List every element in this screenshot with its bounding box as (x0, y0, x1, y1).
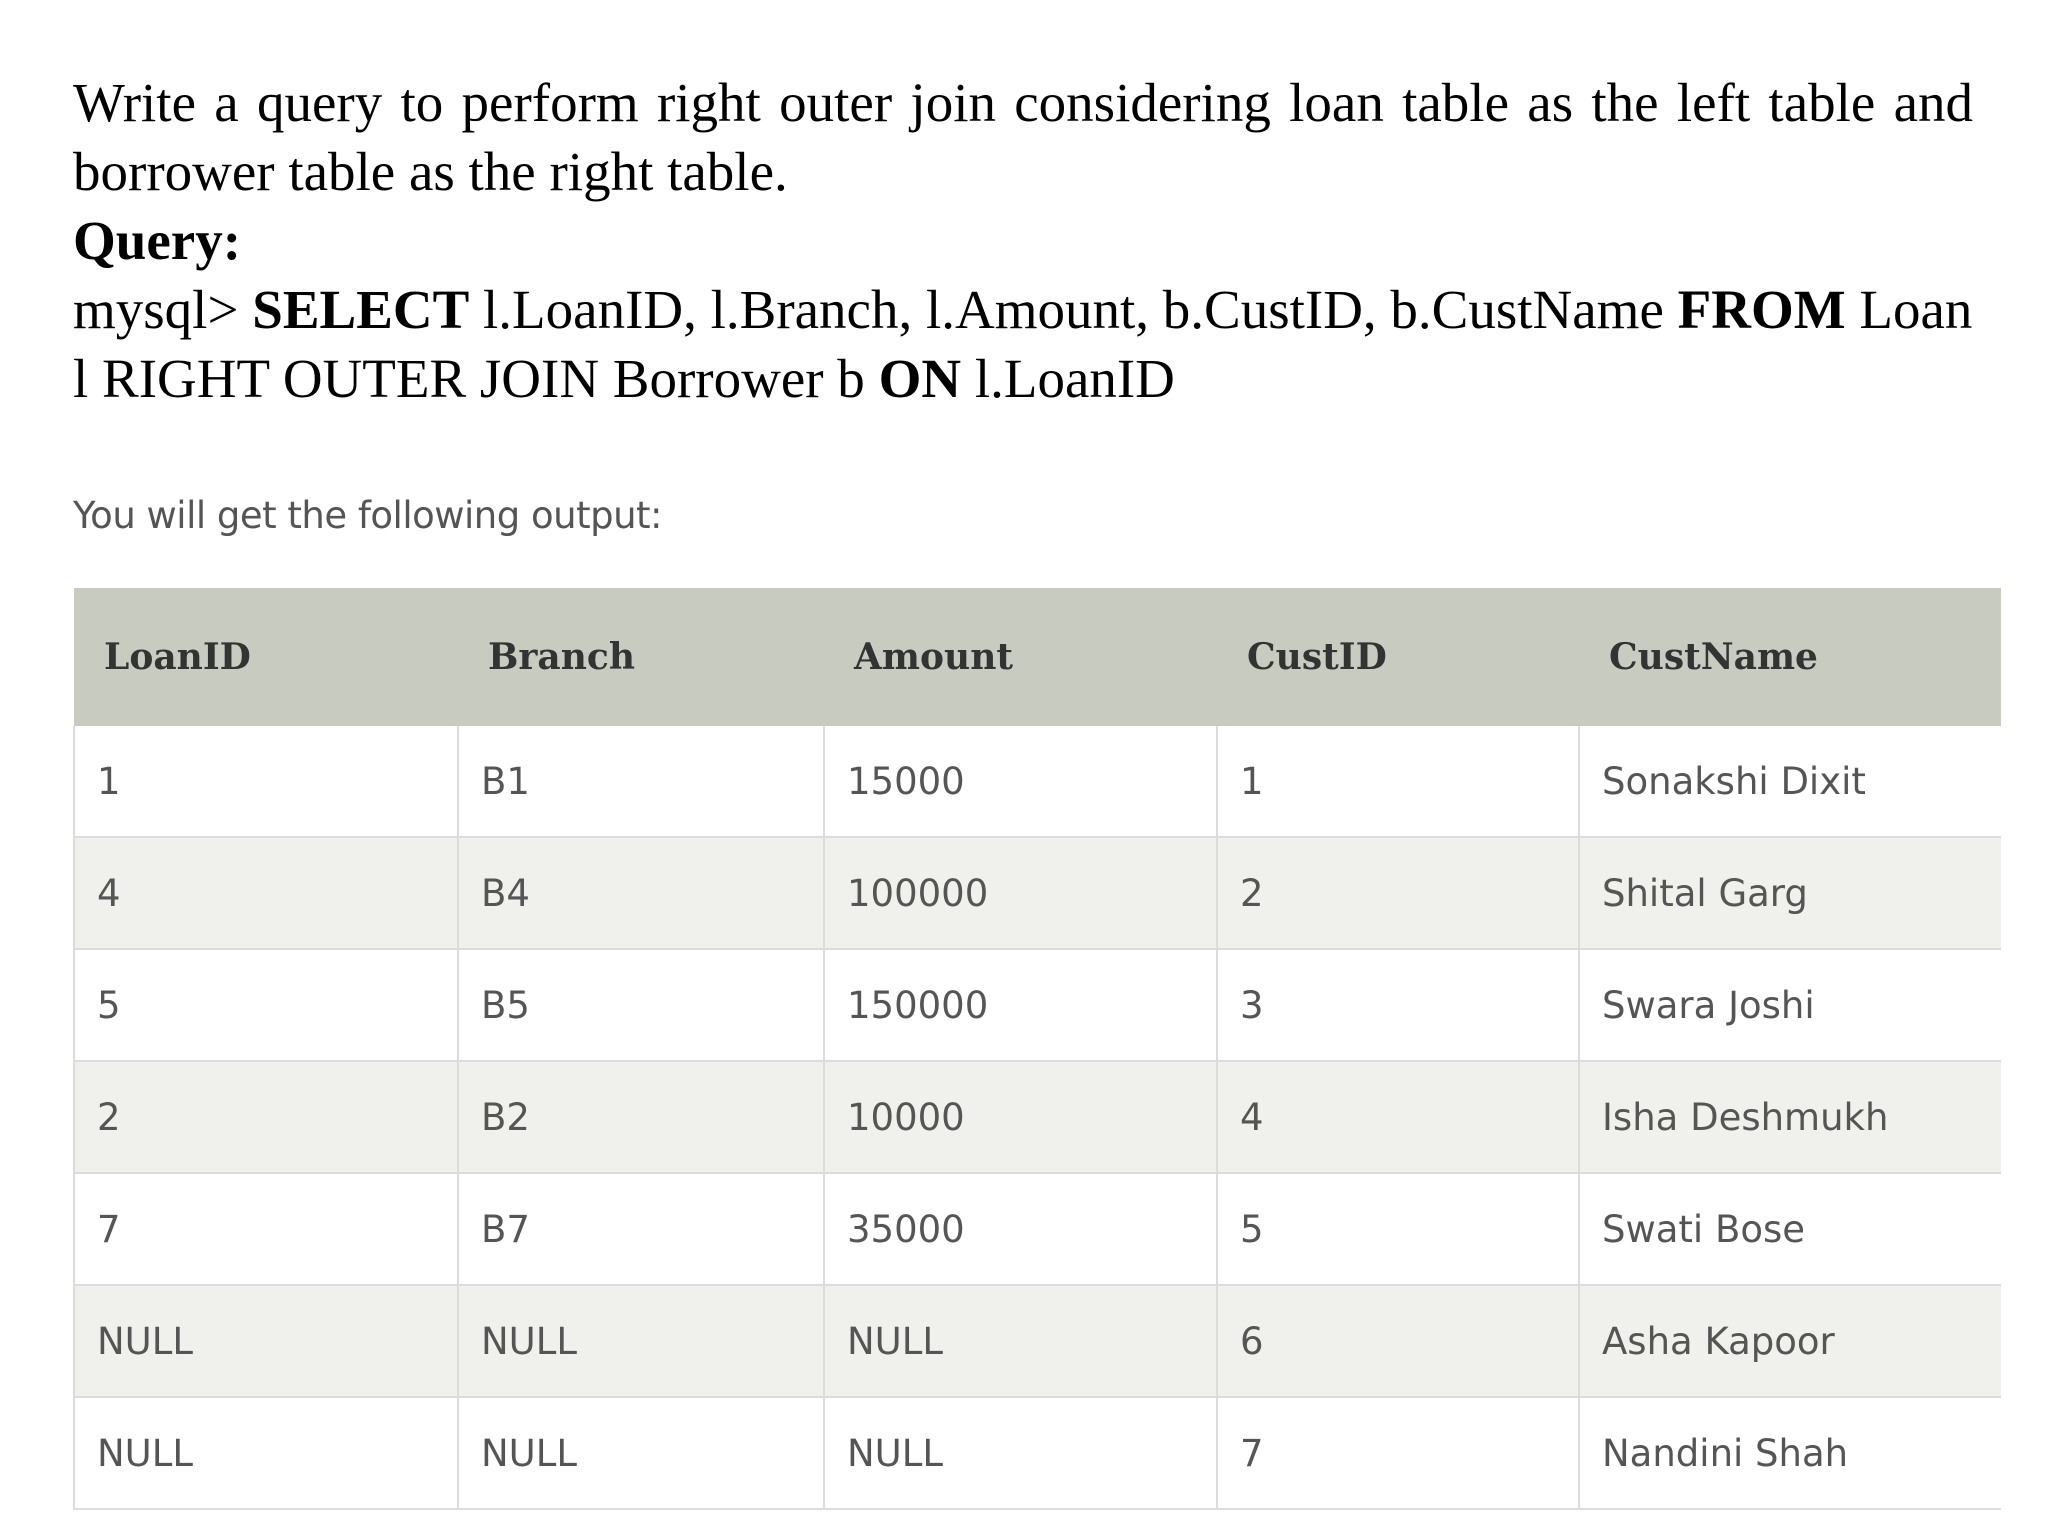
cell-amount: 10000 (824, 1061, 1217, 1173)
cell-custid: 3 (1217, 949, 1579, 1061)
sql-keyword-from: FROM (1677, 279, 1846, 340)
cell-branch: B2 (458, 1061, 824, 1173)
cell-custname: Isha Deshmukh (1579, 1061, 2001, 1173)
header-branch: Branch (458, 588, 824, 726)
cell-loanid: 1 (74, 726, 458, 837)
table-row (74, 1397, 2001, 1509)
sql-keyword-on: ON (878, 348, 962, 409)
sql-keyword-select: SELECT (252, 279, 470, 340)
cell-amount: 35000 (824, 1173, 1217, 1285)
cell-loanid: 7 (74, 1173, 458, 1285)
cell-custid: 6 (1217, 1285, 1579, 1397)
cell-branch: NULL (458, 1397, 824, 1509)
cell-custid: 2 (1217, 837, 1579, 949)
cell-loanid: NULL (74, 1285, 458, 1397)
cell-custname: Nandini Shah (1579, 1397, 2001, 1509)
cell-custname: Swara Joshi (1579, 949, 2001, 1061)
table-header-row (74, 588, 2001, 726)
cell-loanid: 2 (74, 1061, 458, 1173)
sql-join-clause: Loan l RIGHT OUTER JOIN Borrower b (73, 279, 1973, 409)
cell-custname: Shital Garg (1579, 837, 2001, 949)
cell-custname: Swati Bose (1579, 1173, 2001, 1285)
document-page (73, 68, 2000, 1475)
cell-custname: Asha Kapoor (1579, 1285, 2001, 1397)
cell-custid: 7 (1217, 1397, 1579, 1509)
table-row (74, 949, 2001, 1061)
header-custid: CustID (1217, 588, 1579, 726)
sql-condition: l.LoanID (961, 348, 1175, 409)
result-table (73, 588, 2001, 1510)
table-row (74, 1061, 2001, 1173)
cell-custid: 1 (1217, 726, 1579, 837)
cell-branch: B1 (458, 726, 824, 837)
cell-amount: 150000 (824, 949, 1217, 1061)
cell-loanid: 5 (74, 949, 458, 1061)
cell-loanid: NULL (74, 1397, 458, 1509)
sql-query (73, 275, 2000, 413)
cell-amount: NULL (824, 1397, 1217, 1509)
header-custname: CustName (1579, 588, 2001, 726)
sql-columns: l.LoanID, l.Branch, l.Amount, b.CustID, b.CustName (469, 279, 1678, 340)
query-heading: Query: (73, 210, 242, 271)
sql-prompt: mysql> (73, 279, 253, 340)
header-loanid: LoanID (74, 588, 458, 726)
cell-amount: 15000 (824, 726, 1217, 837)
table-row (74, 726, 2001, 837)
cell-branch: B5 (458, 949, 824, 1061)
cell-custname: Sonakshi Dixit (1579, 726, 2001, 837)
cell-branch: B7 (458, 1173, 824, 1285)
cell-branch: B4 (458, 837, 824, 949)
cell-loanid: 4 (74, 837, 458, 949)
cell-custid: 4 (1217, 1061, 1579, 1173)
cell-branch: NULL (458, 1285, 824, 1397)
table-row (74, 837, 2001, 949)
cell-amount: NULL (824, 1285, 1217, 1397)
question-text: Write a query to perform right outer join considering loan table as the left table and borrower table as the right table. (73, 72, 1973, 202)
cell-amount: 100000 (824, 837, 1217, 949)
table-row (74, 1285, 2001, 1397)
output-note: You will get the following output: (73, 494, 663, 537)
header-amount: Amount (824, 588, 1217, 726)
cell-custid: 5 (1217, 1173, 1579, 1285)
table-row (74, 1173, 2001, 1285)
